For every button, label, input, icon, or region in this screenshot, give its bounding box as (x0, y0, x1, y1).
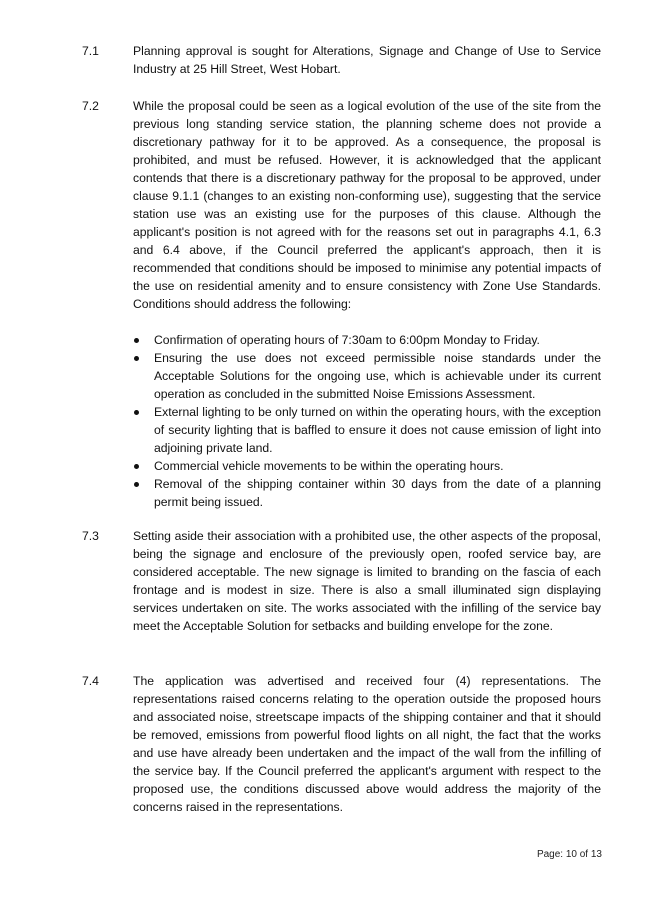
paragraph-text: Planning approval is sought for Alterations, Signage and Change of Use to Service Industry at 25 Hill Street, West Hobart. (133, 44, 601, 76)
paragraph-body (133, 527, 601, 635)
page-number: Page: 10 of 13 (536, 849, 602, 860)
paragraph-body (133, 672, 601, 816)
paragraph-number: 7.3 (82, 529, 99, 543)
conditions-list (133, 331, 601, 511)
list-item: Removal of the shipping container within 30 days from the date of a planning permit being issued. (154, 477, 601, 509)
paragraph-text: While the proposal could be seen as a logical evolution of the use of the site from the previous long standing service station, the planning scheme does not provide a discretionary pathway for it to be approved. As a consequence, the proposal is prohibited, and must be refused. However, it is acknowledged that the applicant contends that there is a discretionary pathway for the proposal to be approved, under clause 9.1.1 (changes to an existing non-conforming use), suggesting that the service station use was an existing use for the purposes of this clause. Although the applicant's position is not agreed with for the reasons set out in paragraphs 4.1, 6.3 and 6.4 above, if the Council preferred the applicant's approach, then it is recommended that conditions should be imposed to minimise any potential impacts of the use on residential amenity and to ensure consistency with Zone Use Standards. Conditions should address the following: (133, 99, 601, 311)
paragraph-body (133, 42, 601, 78)
list-item: Ensuring the use does not exceed permissible noise standards under the Acceptable Solutions for the ongoing use, which is achievable under its current operation as concluded in the submitted Noise Emissions Assessment. (154, 351, 601, 401)
paragraph-number: 7.1 (82, 44, 99, 58)
paragraph-text: Setting aside their association with a prohibited use, the other aspects of the proposal, being the signage and enclosure of the previously open, roofed service bay, are considered acceptable. The new signage is limited to branding on the fascia of each frontage and is modest in size. There is also a small illuminated sign displaying services undertaken on site. The works associated with the infilling of the service bay meet the Acceptable Solution for setbacks and building envelope for the zone. (133, 529, 601, 633)
paragraph-text: The application was advertised and received four (4) representations. The representations raised concerns relating to the operation outside the proposed hours and associated noise, streetscape impacts of the shipping container and that it should be removed, emissions from powerful flood lights on all night, the fact that the works and use have already been undertaken and the impact of the wall from the infilling of the service bay. If the Council preferred the applicant's argument with respect to the proposed use, the conditions discussed above would address the majority of the concerns raised in the representations. (133, 674, 601, 814)
paragraph-body (133, 97, 601, 511)
paragraph-number: 7.2 (82, 99, 99, 113)
list-item: Commercial vehicle movements to be within the operating hours. (154, 459, 504, 473)
list-item: External lighting to be only turned on within the operating hours, with the exception of security lighting that is baffled to ensure it does not cause emission of light into adjoining private land. (154, 405, 601, 455)
paragraph-number: 7.4 (82, 674, 99, 688)
list-item: Confirmation of operating hours of 7:30am to 6:00pm Monday to Friday. (154, 333, 540, 347)
